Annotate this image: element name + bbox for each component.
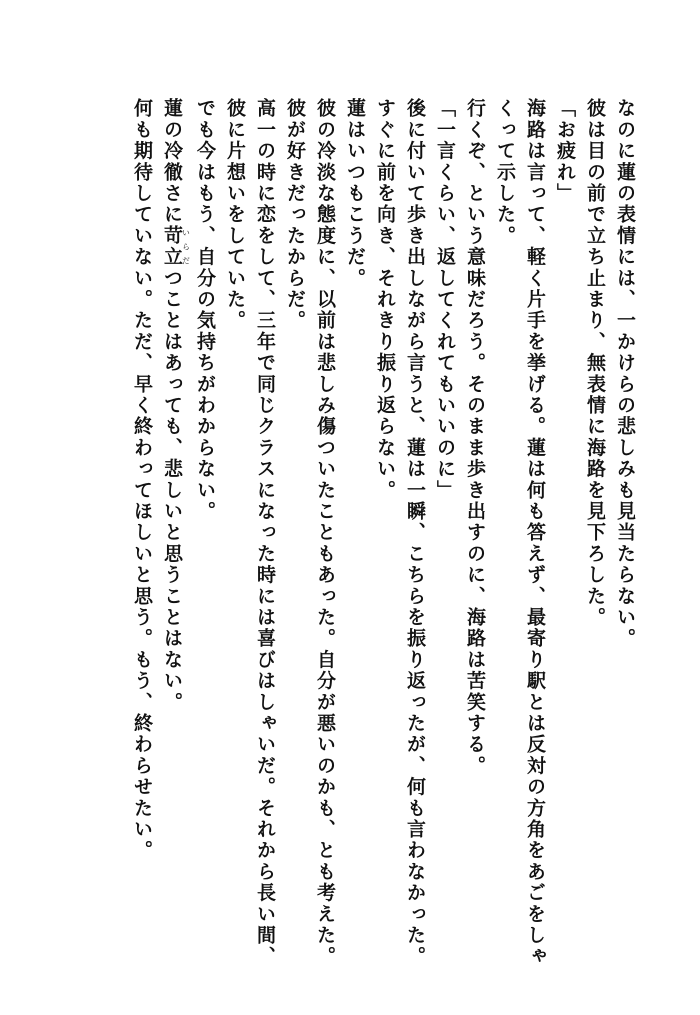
text-line-16-end: つことはあっても、悲しいと思うことはない。 xyxy=(161,267,183,713)
text-line-15: でも今はもう、自分の気持ちがわからない。 xyxy=(194,98,216,522)
text-line-17: 何も期待していない。ただ、早く終わってほしいと思う。もう、終わらせたい。 xyxy=(131,98,153,862)
text-line-3: 「お疲れ」 xyxy=(554,98,576,204)
text-line-7: 「一言くらい、返してくれてもいいのに」 xyxy=(434,98,456,501)
text-line-2: 彼は目の前で立ち止まり、無表情に海路を見下ろした。 xyxy=(584,98,606,628)
ruby-reading: いらだ xyxy=(181,225,191,268)
text-line-8: 後に付いて歩き出しながら言うと、蓮は一瞬、こちらを振り返ったが、何も言わなかった。 xyxy=(404,98,426,968)
text-line-1: なのに蓮の表情には、一かけらの悲しみも見当たらない。 xyxy=(614,98,636,650)
text-line-16 xyxy=(157,98,190,998)
text-line-12: 彼が好きだったからだ。 xyxy=(284,98,306,332)
text-line-9: すぐに前を向き、それきり振り返らない。 xyxy=(374,98,396,501)
text-line-10: 蓮はいつもこうだ。 xyxy=(344,98,366,289)
text-line-4: 海路は言って、軽く片手を挙げる。蓮は何も答えず、最寄り駅とは反対の方角をあごをしゃ xyxy=(524,98,546,968)
text-line-16-start: 蓮の冷徹さに xyxy=(161,98,183,226)
text-line-11: 彼の冷淡な態度に、以前は悲しみ傷ついたこともあった。自分が悪いのかも、とも考えた。 xyxy=(314,98,336,968)
text-line-14: 彼に片想いをしていた。 xyxy=(224,98,246,332)
ruby-base: 苛立 xyxy=(161,225,183,268)
vertical-text-block xyxy=(50,98,640,998)
text-line-5: くって示した。 xyxy=(494,98,516,247)
text-line-6: 行くぞ、という意味だろう。そのまま歩き出すのに、海路は苦笑する。 xyxy=(464,98,486,777)
ruby-word xyxy=(161,225,191,268)
text-line-13: 高一の時に恋をして、三年で同じクラスになった時には喜びはしゃいだ。それから長い間、 xyxy=(254,98,276,968)
